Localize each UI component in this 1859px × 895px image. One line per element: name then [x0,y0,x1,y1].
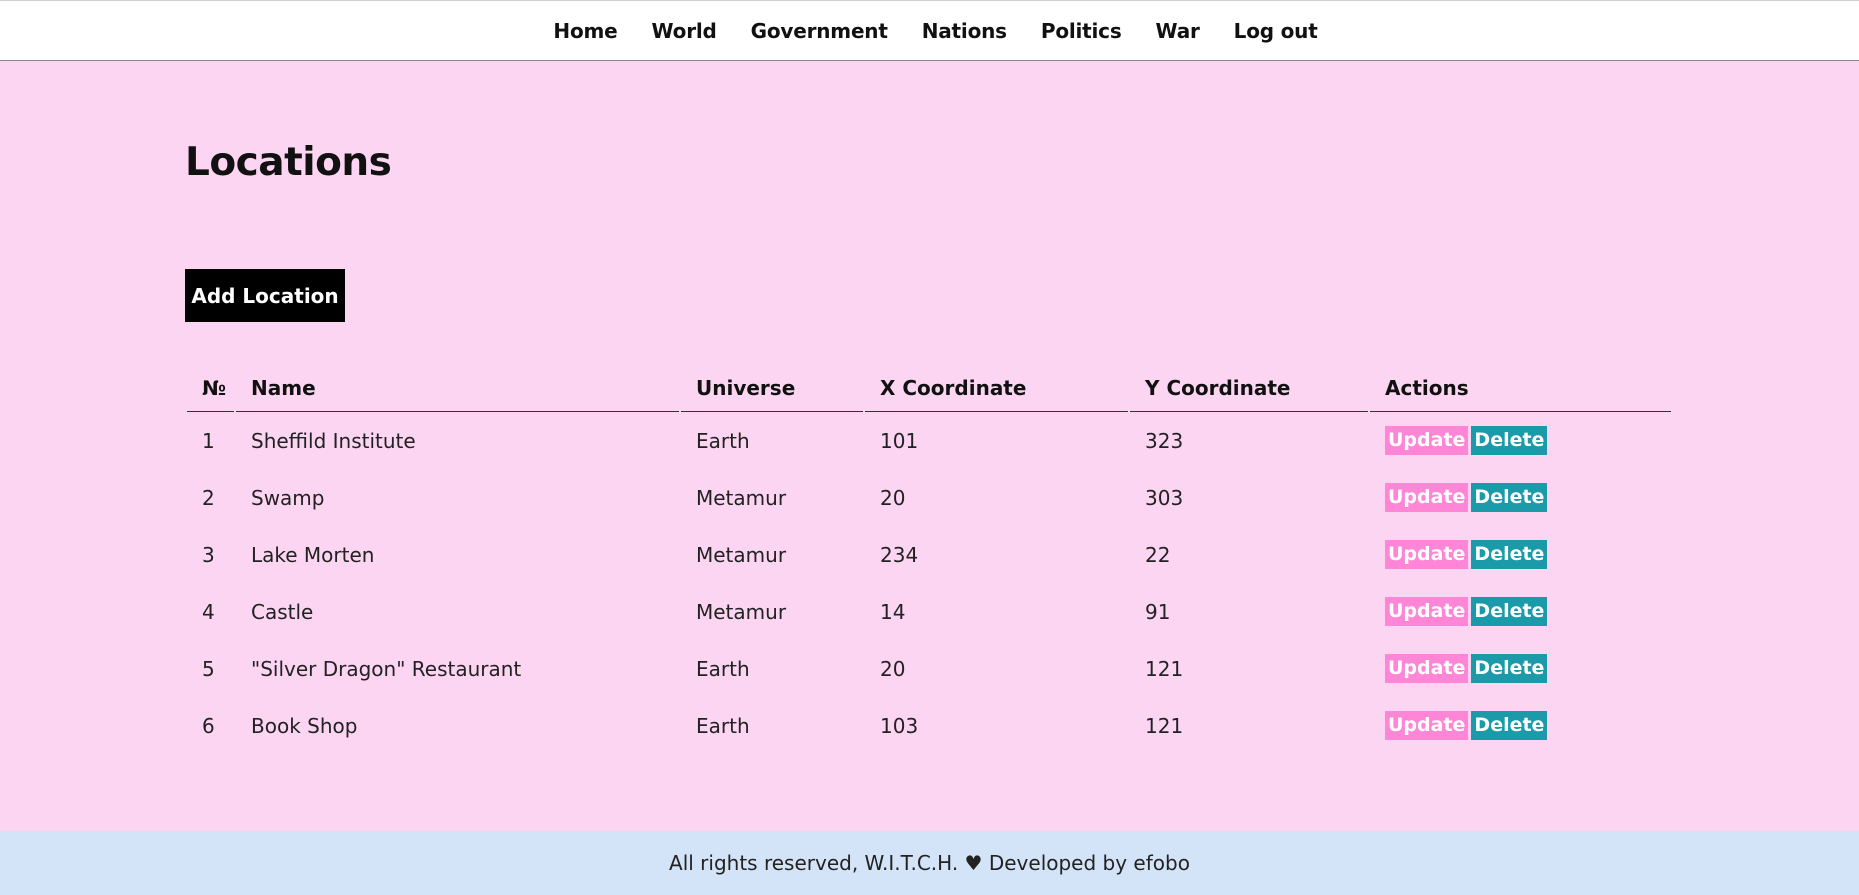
nav-logout[interactable]: Log out [1233,18,1318,43]
update-button[interactable]: Update [1385,426,1468,455]
nav-government[interactable]: Government [750,18,888,43]
location-name: Castle [251,599,314,624]
delete-button[interactable]: Delete [1471,711,1547,740]
delete-button[interactable]: Delete [1471,483,1547,512]
x-coordinate: 234 [880,542,919,567]
table-row [187,640,1671,697]
delete-button[interactable]: Delete [1471,426,1547,455]
delete-button[interactable]: Delete [1471,597,1547,626]
table-row [187,697,1671,754]
location-universe: Earth [696,428,750,453]
top-navbar [0,0,1859,61]
nav-world[interactable]: World [651,18,717,43]
row-actions [1370,412,1671,469]
table-body [187,412,1671,754]
row-number: 6 [202,713,215,738]
row-actions [1370,469,1671,526]
nav-war[interactable]: War [1155,18,1200,43]
table-row [187,583,1671,640]
header-x-coordinate: X Coordinate [865,364,1128,412]
row-actions [1370,526,1671,583]
location-universe: Earth [696,656,750,681]
x-coordinate: 103 [880,713,919,738]
page-title: Locations [185,140,392,185]
y-coordinate: 303 [1145,485,1184,510]
row-number: 5 [202,656,215,681]
row-number: 3 [202,542,215,567]
location-name: "Silver Dragon" Restaurant [251,656,522,681]
header-number: № [187,364,234,412]
nav-nations[interactable]: Nations [921,18,1007,43]
update-button[interactable]: Update [1385,711,1468,740]
table-row [187,469,1671,526]
locations-table [185,364,1673,754]
footer [0,831,1859,895]
x-coordinate: 20 [880,656,906,681]
location-universe: Metamur [696,599,787,624]
table-row [187,412,1671,469]
location-universe: Metamur [696,485,787,510]
update-button[interactable]: Update [1385,540,1468,569]
table-row [187,526,1671,583]
x-coordinate: 101 [880,428,919,453]
header-name: Name [236,364,679,412]
row-actions [1370,583,1671,640]
update-button[interactable]: Update [1385,654,1468,683]
location-name: Sheffild Institute [251,428,416,453]
row-actions [1370,697,1671,754]
header-y-coordinate: Y Coordinate [1130,364,1368,412]
nav-politics[interactable]: Politics [1040,18,1122,43]
delete-button[interactable]: Delete [1471,654,1547,683]
location-name: Lake Morten [251,542,375,567]
update-button[interactable]: Update [1385,597,1468,626]
nav-home[interactable]: Home [553,18,618,43]
y-coordinate: 323 [1145,428,1184,453]
header-actions: Actions [1370,364,1671,412]
location-universe: Earth [696,713,750,738]
delete-button[interactable]: Delete [1471,540,1547,569]
row-number: 4 [202,599,215,624]
row-number: 1 [202,428,215,453]
y-coordinate: 91 [1145,599,1171,624]
x-coordinate: 14 [880,599,906,624]
row-number: 2 [202,485,215,510]
footer-text: All rights reserved, W.I.T.C.H. ♥ Developed by efobo [669,851,1190,875]
row-actions [1370,640,1671,697]
y-coordinate: 121 [1145,656,1184,681]
table-header-row [187,364,1671,412]
update-button[interactable]: Update [1385,483,1468,512]
location-name: Swamp [251,485,325,510]
y-coordinate: 121 [1145,713,1184,738]
add-location-button[interactable]: Add Location [185,269,345,322]
x-coordinate: 20 [880,485,906,510]
location-universe: Metamur [696,542,787,567]
header-universe: Universe [681,364,863,412]
location-name: Book Shop [251,713,358,738]
y-coordinate: 22 [1145,542,1171,567]
